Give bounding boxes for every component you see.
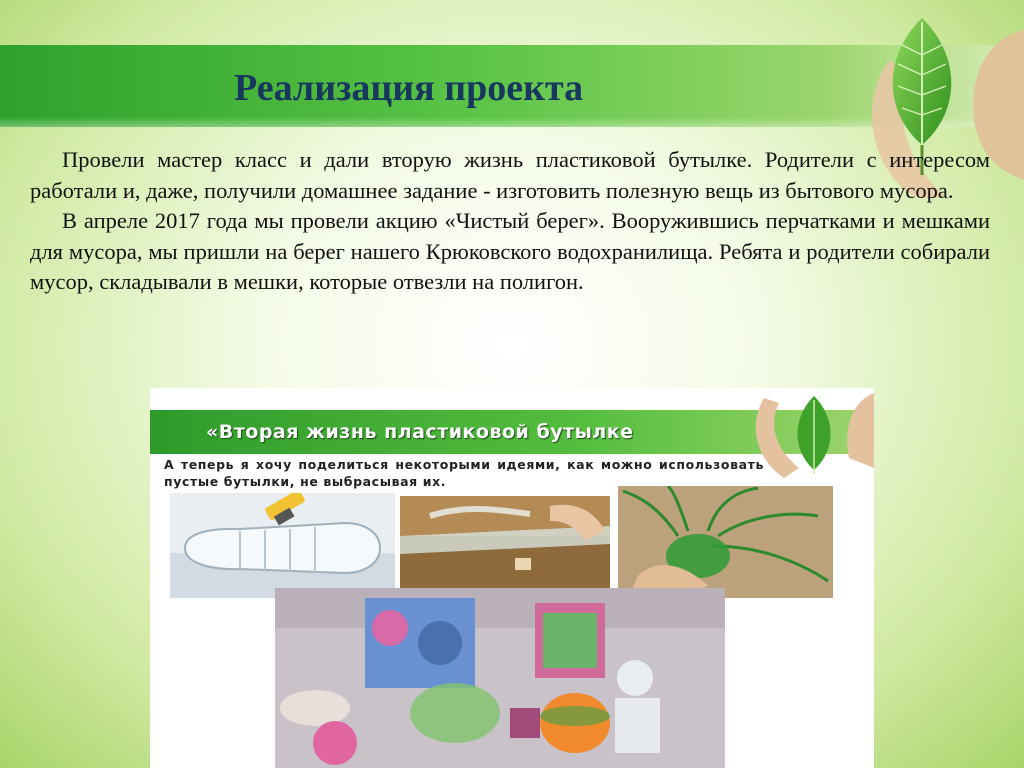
embedded-slide-image	[150, 388, 874, 768]
paragraph-master-class: Провели мастер класс и дали вторую жизнь пластиковой бутылке. Родители с интересом работали и, даже, получили домашнее задание - изготовить полезную вещь из бытового мусора.	[30, 147, 990, 203]
bottle-strips-photo	[400, 496, 610, 596]
panel-title: «Вторая жизнь пластиковой бутылке	[206, 421, 634, 443]
bottle-cutting-photo	[170, 493, 395, 598]
slide-title: Реализация проекта	[234, 67, 584, 109]
panel-subtitle: А теперь я хочу поделиться некоторыми идеями, как можно использовать пустые бутылки, не выбрасывая их.	[164, 457, 764, 489]
bottle-crafts-photo	[275, 588, 725, 768]
paragraph-clean-shore: В апреле 2017 года мы провели акцию «Чистый берег». Вооружившись перчатками и мешками для мусора, мы пришли на берег нашего Крюковского водохранилища. Ребята и родители собирали мусор, складывали в мешки, которые отвезли на полигон.	[30, 208, 990, 294]
bottle-flower-photo	[618, 486, 833, 598]
leaf-in-hands-icon	[744, 388, 874, 498]
slide-body-text	[30, 145, 990, 298]
